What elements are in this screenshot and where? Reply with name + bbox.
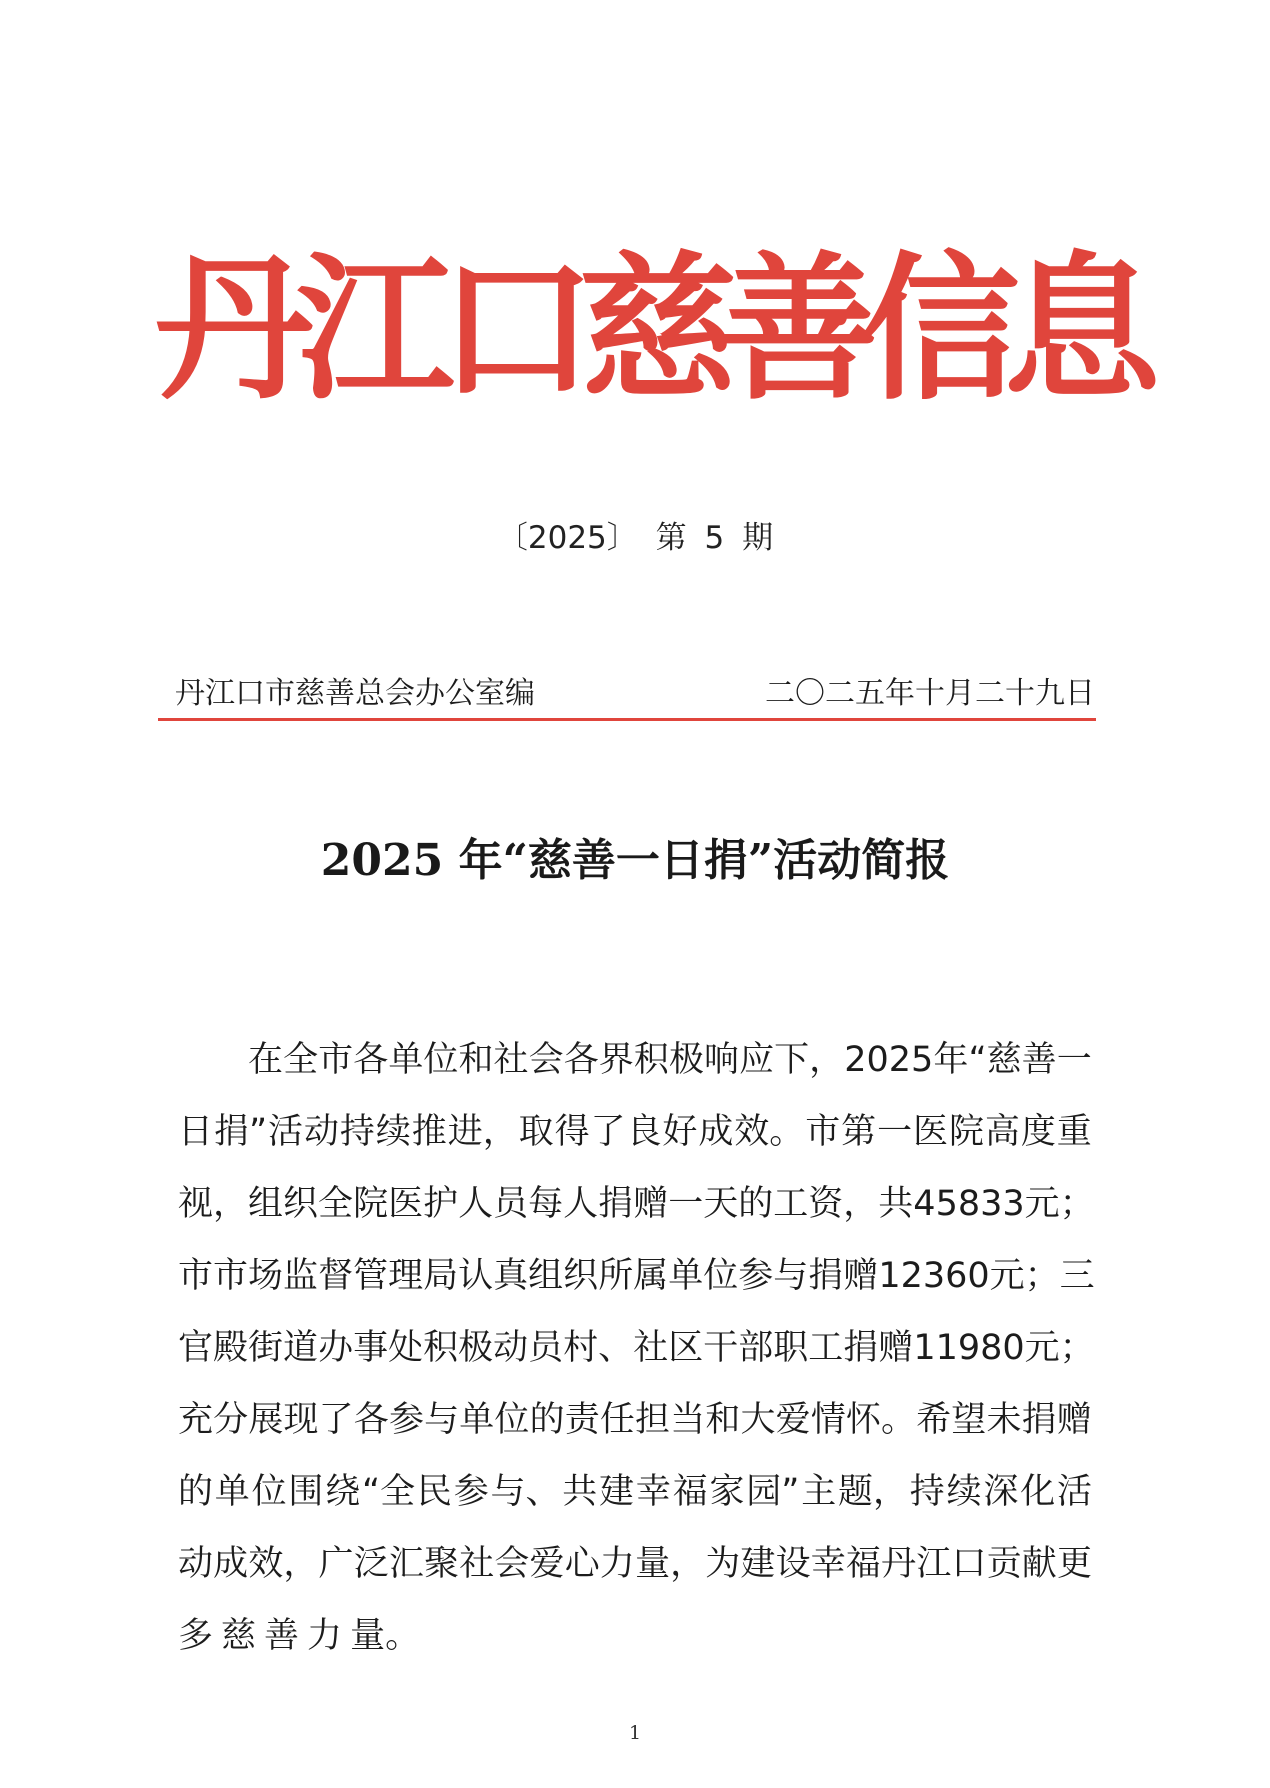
issue-year: 〔2025〕 bbox=[496, 520, 638, 556]
body-line bbox=[178, 1024, 1092, 1096]
body-text-token: 化 bbox=[1020, 1472, 1056, 1512]
body-text-token: 位 bbox=[423, 1040, 459, 1080]
body-text-token: 院 bbox=[353, 1184, 389, 1224]
body-text-token: 民 bbox=[416, 1472, 452, 1512]
body-text-token: 赠 bbox=[1056, 1400, 1092, 1440]
masthead-char: 慈 bbox=[578, 237, 737, 422]
body-text-token: 设 bbox=[775, 1544, 811, 1584]
body-text-token: 深 bbox=[983, 1472, 1019, 1512]
body-text-token: 慈 bbox=[221, 1616, 257, 1656]
body-text-token: 主 bbox=[801, 1472, 837, 1512]
body-text-token: 情 bbox=[810, 1400, 846, 1440]
body-text-token: 会 bbox=[528, 1040, 564, 1080]
body-text-token: 会 bbox=[494, 1544, 530, 1584]
body-text-token: 善 bbox=[1021, 1040, 1057, 1080]
body-text-token: 所 bbox=[598, 1256, 634, 1296]
body-text-token: 元； bbox=[1024, 1328, 1095, 1368]
body-text-token: “慈 bbox=[968, 1040, 1022, 1080]
body-text-token: 江 bbox=[916, 1544, 952, 1584]
masthead-char: 信 bbox=[861, 237, 1020, 422]
body-text-token: 市 bbox=[213, 1256, 249, 1296]
body-text-token: 殿 bbox=[213, 1328, 249, 1368]
body-text-token: 爱 bbox=[529, 1544, 565, 1584]
body-text-token: 村、 bbox=[563, 1328, 634, 1368]
body-text-token: 工 bbox=[773, 1184, 809, 1224]
body-text-token: 分 bbox=[213, 1400, 249, 1440]
body-text-token: 大 bbox=[740, 1400, 776, 1440]
body-text-token: 督 bbox=[318, 1256, 354, 1296]
body-text-token: 一 bbox=[877, 1112, 913, 1152]
body-text-token: 积 bbox=[423, 1328, 459, 1368]
body-text-token: 重 bbox=[1056, 1112, 1092, 1152]
body-text-token: 认 bbox=[458, 1256, 494, 1296]
masthead-char: 江 bbox=[296, 237, 455, 422]
body-line bbox=[178, 1312, 1095, 1384]
document-title: 2025 年“慈善一日捐”活动简报 bbox=[320, 835, 950, 886]
body-text-token: 与 bbox=[424, 1400, 460, 1440]
body-text-token: 丹 bbox=[881, 1544, 917, 1584]
issue-number-suffix: 期 bbox=[742, 520, 774, 556]
body-line bbox=[178, 1384, 1092, 1456]
body-text-token: 建 bbox=[599, 1472, 635, 1512]
body-text-token: 每 bbox=[528, 1184, 564, 1224]
body-line bbox=[178, 1456, 1092, 1528]
body-text-token: 三 bbox=[1059, 1256, 1095, 1296]
body-text-token: 理 bbox=[388, 1256, 424, 1296]
body-text-token: 与 bbox=[773, 1256, 809, 1296]
body-text-token: 在 bbox=[248, 1040, 284, 1080]
body-text-token: 福 bbox=[845, 1544, 881, 1584]
body-text-token: 11980 bbox=[913, 1328, 1025, 1368]
body-text-token: 当 bbox=[670, 1400, 706, 1440]
body-text-token: 广 bbox=[318, 1544, 354, 1584]
body-text-token: 进， bbox=[447, 1112, 518, 1152]
body-text-token: 组 bbox=[248, 1184, 284, 1224]
body-text-token: 事 bbox=[353, 1328, 389, 1368]
body-text-token: 12360 bbox=[878, 1256, 990, 1296]
body-text-token: 良 bbox=[626, 1112, 662, 1152]
body-text-token: 45833 bbox=[913, 1184, 1025, 1224]
body-text-token: 参 bbox=[453, 1472, 489, 1512]
body-text-token: 园” bbox=[746, 1472, 800, 1512]
body-text-token: 量。 bbox=[350, 1616, 421, 1656]
body-text-token: 建 bbox=[740, 1544, 776, 1584]
body-text-token: 的 bbox=[529, 1400, 565, 1440]
body-text-token: 取 bbox=[518, 1112, 554, 1152]
body-text-token: 力 bbox=[307, 1616, 343, 1656]
body-text-token: 年 bbox=[933, 1040, 969, 1080]
body-text-token: 力 bbox=[599, 1544, 635, 1584]
body-text-token: 高 bbox=[984, 1112, 1020, 1152]
body-text-token: 的 bbox=[738, 1184, 774, 1224]
issue-number bbox=[0, 512, 1270, 557]
body-line bbox=[178, 1168, 1095, 1240]
body-text-token: 医 bbox=[388, 1184, 424, 1224]
body-text-token: 市 bbox=[178, 1256, 214, 1296]
body-text-token: 量， bbox=[635, 1544, 706, 1584]
body-text-token: 围 bbox=[288, 1472, 324, 1512]
body-text-token: 推 bbox=[411, 1112, 447, 1152]
body-text-token: 活 bbox=[1056, 1472, 1092, 1512]
body-text-token: 持 bbox=[909, 1472, 945, 1512]
body-text-token: 社 bbox=[493, 1040, 529, 1080]
body-text-token: 续 bbox=[946, 1472, 982, 1512]
body-text-token: 市 bbox=[805, 1112, 841, 1152]
body-text-token: 更 bbox=[1056, 1544, 1092, 1584]
body-text-token: 街 bbox=[248, 1328, 284, 1368]
body-text-token: 市 bbox=[318, 1040, 354, 1080]
body-text-token: 一 bbox=[668, 1184, 704, 1224]
body-text-token: 现 bbox=[283, 1400, 319, 1440]
body-text-token: 好 bbox=[662, 1112, 698, 1152]
body-text-token: 员 bbox=[493, 1184, 529, 1224]
body-text-token: 处 bbox=[388, 1328, 424, 1368]
body-text-token: 下， bbox=[774, 1040, 845, 1080]
body-text-token: 展 bbox=[248, 1400, 284, 1440]
body-text-token: 单 bbox=[214, 1472, 250, 1512]
body-text-token: 为 bbox=[705, 1544, 741, 1584]
body-text-token: 成 bbox=[698, 1112, 734, 1152]
body-text-token: 管 bbox=[353, 1256, 389, 1296]
body-text-token: 社 bbox=[633, 1328, 669, 1368]
body-text-token: 日 bbox=[178, 1112, 214, 1152]
body-text-token: 充 bbox=[178, 1400, 214, 1440]
body-text-token: 单 bbox=[668, 1256, 704, 1296]
body-text-token: 道 bbox=[283, 1328, 319, 1368]
body-text-token: 了 bbox=[318, 1400, 354, 1440]
body-text-token: 度 bbox=[1020, 1112, 1056, 1152]
body-text-token: 织 bbox=[563, 1256, 599, 1296]
body-text-token: 责 bbox=[564, 1400, 600, 1440]
body-text-token: 院 bbox=[948, 1112, 984, 1152]
body-text-token: 希 bbox=[916, 1400, 952, 1440]
body-text-token: 得 bbox=[554, 1112, 590, 1152]
body-text-token: 位 bbox=[251, 1472, 287, 1512]
body-text-token: 汇 bbox=[388, 1544, 424, 1584]
body-text-token: 赠 bbox=[843, 1256, 879, 1296]
body-text-token: 动 bbox=[303, 1112, 339, 1152]
body-text-token: 极 bbox=[458, 1328, 494, 1368]
body-text-token: 效， bbox=[248, 1544, 319, 1584]
body-text-token: 多 bbox=[178, 1616, 214, 1656]
body-text-token: 捐” bbox=[213, 1112, 268, 1152]
body-text-token: 单 bbox=[388, 1040, 424, 1080]
body-text-token: 工 bbox=[808, 1328, 844, 1368]
body-text-token: 成 bbox=[213, 1544, 249, 1584]
body-text-token: “全 bbox=[361, 1472, 416, 1512]
body-text-token: 和 bbox=[458, 1040, 494, 1080]
body-text-token: 幸 bbox=[635, 1472, 671, 1512]
body-text-token: 未 bbox=[986, 1400, 1022, 1440]
body-text-token: 赠 bbox=[633, 1184, 669, 1224]
body-text-token: 员 bbox=[528, 1328, 564, 1368]
body-text-token: 人 bbox=[563, 1184, 599, 1224]
body-text-token: 赠 bbox=[878, 1328, 914, 1368]
body-text-token: 泛 bbox=[353, 1544, 389, 1584]
body-text-token: 绕 bbox=[325, 1472, 361, 1512]
body-text-token: 积 bbox=[633, 1040, 669, 1080]
body-text-token: 医 bbox=[913, 1112, 949, 1152]
body-text-token: 界 bbox=[598, 1040, 634, 1080]
body-text-token: 各 bbox=[353, 1400, 389, 1440]
body-text-token: 官 bbox=[178, 1328, 214, 1368]
body-text-token: 与、 bbox=[490, 1472, 561, 1512]
body-text-token: 共 bbox=[878, 1184, 914, 1224]
body-text-token: 家 bbox=[709, 1472, 745, 1512]
body-text-token: 局 bbox=[423, 1256, 459, 1296]
body-text-token: 的 bbox=[178, 1472, 214, 1512]
body-text-token: 捐 bbox=[808, 1256, 844, 1296]
body-line bbox=[178, 1600, 1092, 1672]
body-text-token: 组 bbox=[528, 1256, 564, 1296]
body-text-token: 效。 bbox=[734, 1112, 805, 1152]
body-line bbox=[178, 1096, 1092, 1168]
red-divider-rule bbox=[158, 718, 1096, 721]
body-text-token: 属 bbox=[633, 1256, 669, 1296]
body-text-token: 续 bbox=[375, 1112, 411, 1152]
body-text-token: 捐 bbox=[1021, 1400, 1057, 1440]
body-text-token: 区 bbox=[668, 1328, 704, 1368]
body-text-token: 捐 bbox=[843, 1328, 879, 1368]
page-number: 1 bbox=[628, 1722, 642, 1744]
editor-label: 丹江口市慈善总会办公室编 bbox=[175, 676, 535, 711]
body-text-token: 社 bbox=[459, 1544, 495, 1584]
issue-number-value: 5 bbox=[704, 520, 725, 556]
body-text-token: 办 bbox=[318, 1328, 354, 1368]
body-text-token: 织 bbox=[283, 1184, 319, 1224]
body-text-token: 幸 bbox=[810, 1544, 846, 1584]
body-text-token: 位 bbox=[703, 1256, 739, 1296]
publication-date: 二〇二五年十月二十九日 bbox=[765, 676, 1095, 711]
masthead-char: 丹 bbox=[155, 237, 313, 422]
body-text-token: 口 bbox=[951, 1544, 987, 1584]
body-text-token: 各 bbox=[353, 1040, 389, 1080]
body-text-token: 贡 bbox=[986, 1544, 1022, 1584]
body-line bbox=[178, 1240, 1095, 1312]
body-paragraph bbox=[178, 1024, 1095, 1672]
masthead-char: 善 bbox=[720, 237, 879, 422]
body-text-token: 职 bbox=[773, 1328, 809, 1368]
body-text-token: 各 bbox=[563, 1040, 599, 1080]
body-text-token: 和 bbox=[705, 1400, 741, 1440]
body-text-token: 福 bbox=[672, 1472, 708, 1512]
body-text-token: 天 bbox=[703, 1184, 739, 1224]
body-text-token: 监 bbox=[283, 1256, 319, 1296]
body-text-token: 参 bbox=[738, 1256, 774, 1296]
body-text-token: 场 bbox=[248, 1256, 284, 1296]
body-text-token: 干 bbox=[703, 1328, 739, 1368]
body-line bbox=[178, 1528, 1092, 1600]
body-text-token: 护 bbox=[423, 1184, 459, 1224]
body-text-token: 全 bbox=[283, 1040, 319, 1080]
body-text-token: 献 bbox=[1021, 1544, 1057, 1584]
body-text-token: 元； bbox=[1024, 1184, 1095, 1224]
body-text-token: 2025 bbox=[844, 1040, 934, 1080]
body-text-token: 担 bbox=[635, 1400, 671, 1440]
body-text-token: 单 bbox=[459, 1400, 495, 1440]
body-text-token: 真 bbox=[493, 1256, 529, 1296]
body-text-token: 了 bbox=[590, 1112, 626, 1152]
body-text-token: 响 bbox=[704, 1040, 740, 1080]
masthead-char: 息 bbox=[1002, 237, 1161, 422]
body-text-token: 动 bbox=[178, 1544, 214, 1584]
body-text-token: 元； bbox=[989, 1256, 1060, 1296]
body-text-token: 一 bbox=[1056, 1040, 1092, 1080]
body-text-token: 全 bbox=[318, 1184, 354, 1224]
body-text-token: 共 bbox=[562, 1472, 598, 1512]
body-text-token: 持 bbox=[339, 1112, 375, 1152]
body-text-token: 动 bbox=[493, 1328, 529, 1368]
body-text-token: 位 bbox=[494, 1400, 530, 1440]
body-text-token: 资， bbox=[808, 1184, 879, 1224]
issue-number-prefix: 第 bbox=[655, 520, 687, 556]
body-text-token: 活 bbox=[268, 1112, 304, 1152]
body-text-token: 应 bbox=[739, 1040, 775, 1080]
body-text-token: 捐 bbox=[598, 1184, 634, 1224]
body-text-token: 怀。 bbox=[845, 1400, 916, 1440]
masthead-title bbox=[155, 210, 1161, 450]
body-text-token: 极 bbox=[668, 1040, 704, 1080]
publication-meta bbox=[175, 668, 1095, 712]
body-text-token: 部 bbox=[738, 1328, 774, 1368]
body-text-token: 心 bbox=[564, 1544, 600, 1584]
body-text-token: 题， bbox=[838, 1472, 909, 1512]
body-text-token: 任 bbox=[599, 1400, 635, 1440]
masthead-char: 口 bbox=[437, 237, 596, 422]
body-text-token: 望 bbox=[951, 1400, 987, 1440]
body-text-token: 聚 bbox=[424, 1544, 460, 1584]
body-text-token: 善 bbox=[264, 1616, 300, 1656]
body-text-token: 视， bbox=[178, 1184, 249, 1224]
body-text-token: 参 bbox=[388, 1400, 424, 1440]
body-text-token: 爱 bbox=[775, 1400, 811, 1440]
body-text-token: 第 bbox=[841, 1112, 877, 1152]
body-text-token: 人 bbox=[458, 1184, 494, 1224]
